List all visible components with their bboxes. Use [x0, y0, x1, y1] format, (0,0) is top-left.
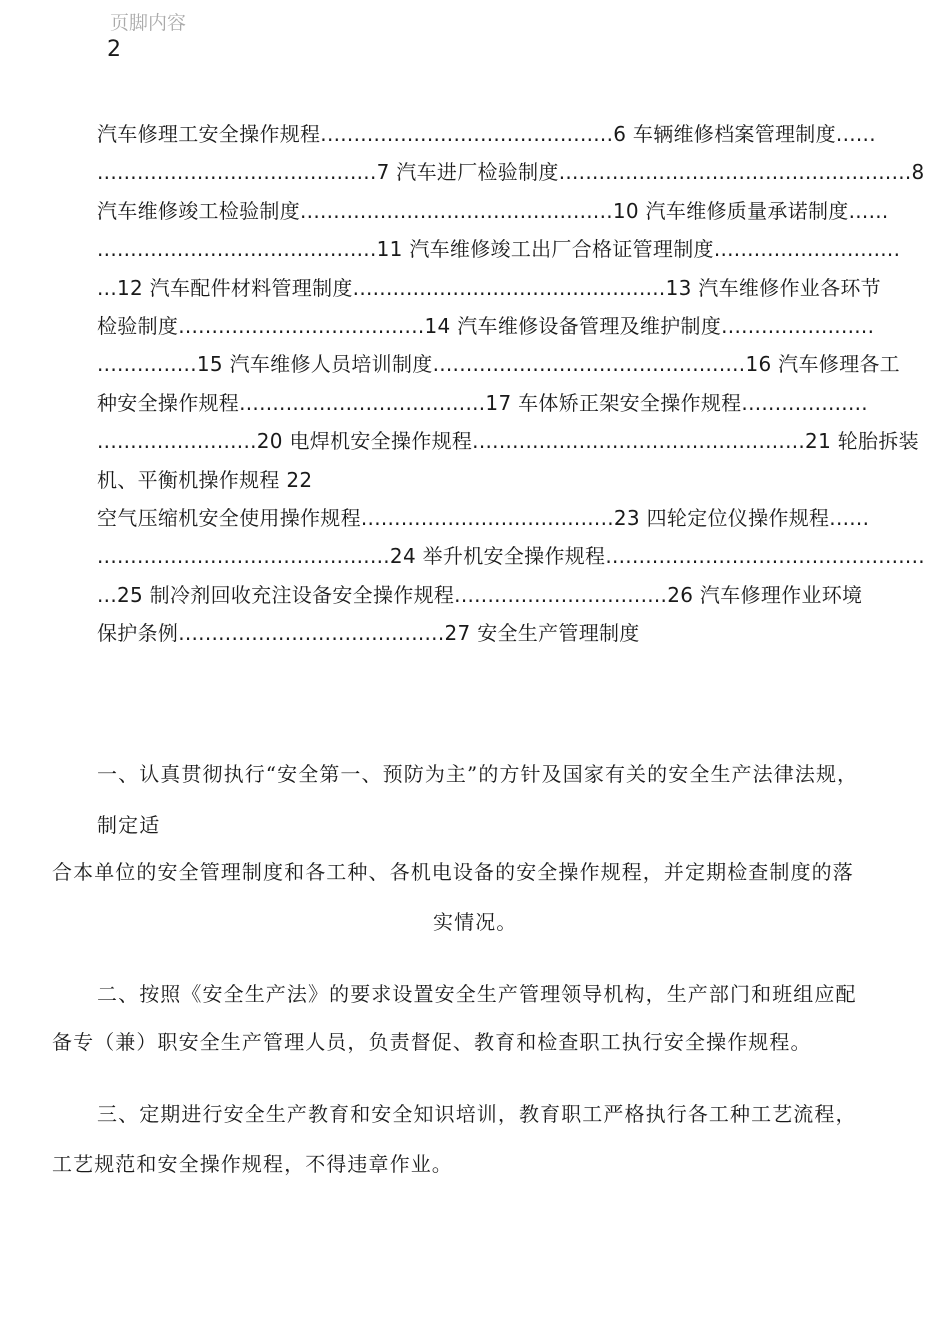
paragraph-3-line: 工艺规范和安全操作规程，不得违章作业。 — [52, 1152, 453, 1176]
toc-line: 种安全操作规程.....................................17 车体矫正架安全操作规程................... — [97, 391, 868, 415]
toc-line: ...............15 汽车维修人员培训制度...............................................16 汽车修理各工 — [97, 352, 900, 376]
paragraph-2-line: 二、按照《安全生产法》的要求设置安全生产管理领导机构，生产部门和班组应配 — [97, 982, 857, 1006]
toc-line: ..........................................11 汽车维修竣工出厂合格证管理制度............................ — [97, 237, 901, 261]
toc-line: ...25 制冷剂回收充注设备安全操作规程................................26 汽车修理作业环境 — [97, 583, 863, 607]
paragraph-1-line: 制定适 — [97, 813, 161, 837]
paragraph-1-line: 一、认真贯彻执行“安全第一、预防为主”的方针及国家有关的安全生产法律法规， — [97, 762, 859, 786]
toc-line: 检验制度.....................................14 汽车维修设备管理及维护制度....................... — [97, 314, 875, 338]
toc-line: 空气压缩机安全使用操作规程......................................23 四轮定位仪操作规程...... — [97, 506, 870, 530]
toc-line: ........................20 电焊机安全操作规程..................................................21 轮胎拆装 — [97, 429, 919, 453]
paragraph-2-line: 备专（兼）职安全生产管理人员，负责督促、教育和检查职工执行安全操作规程。 — [52, 1030, 812, 1054]
paragraph-1-line: 实情况。 — [433, 910, 518, 934]
toc-line: 汽车维修竣工检验制度...............................................10 汽车维修质量承诺制度...... — [97, 199, 889, 223]
toc-line: ...12 汽车配件材料管理制度...............................................13 汽车维修作业各环节 — [97, 276, 881, 300]
toc-line: ............................................24 举升机安全操作规程................................................ — [97, 544, 925, 568]
page-number: 2 — [107, 37, 121, 62]
footer-label: 页脚内容 — [110, 12, 187, 34]
toc-line: 机、平衡机操作规程 22 — [97, 468, 313, 492]
toc-line: 保护条例........................................27 安全生产管理制度 — [97, 621, 640, 645]
paragraph-1-line: 合本单位的安全管理制度和各工种、各机电设备的安全操作规程，并定期检查制度的落 — [52, 860, 854, 884]
toc-line: ..........................................7 汽车进厂检验制度.....................................................8 — [97, 160, 925, 184]
paragraph-3-line: 三、定期进行安全生产教育和安全知识培训，教育职工严格执行各工种工艺流程， — [97, 1102, 857, 1126]
toc-line: 汽车修理工安全操作规程............................................6 车辆维修档案管理制度...... — [97, 122, 876, 146]
